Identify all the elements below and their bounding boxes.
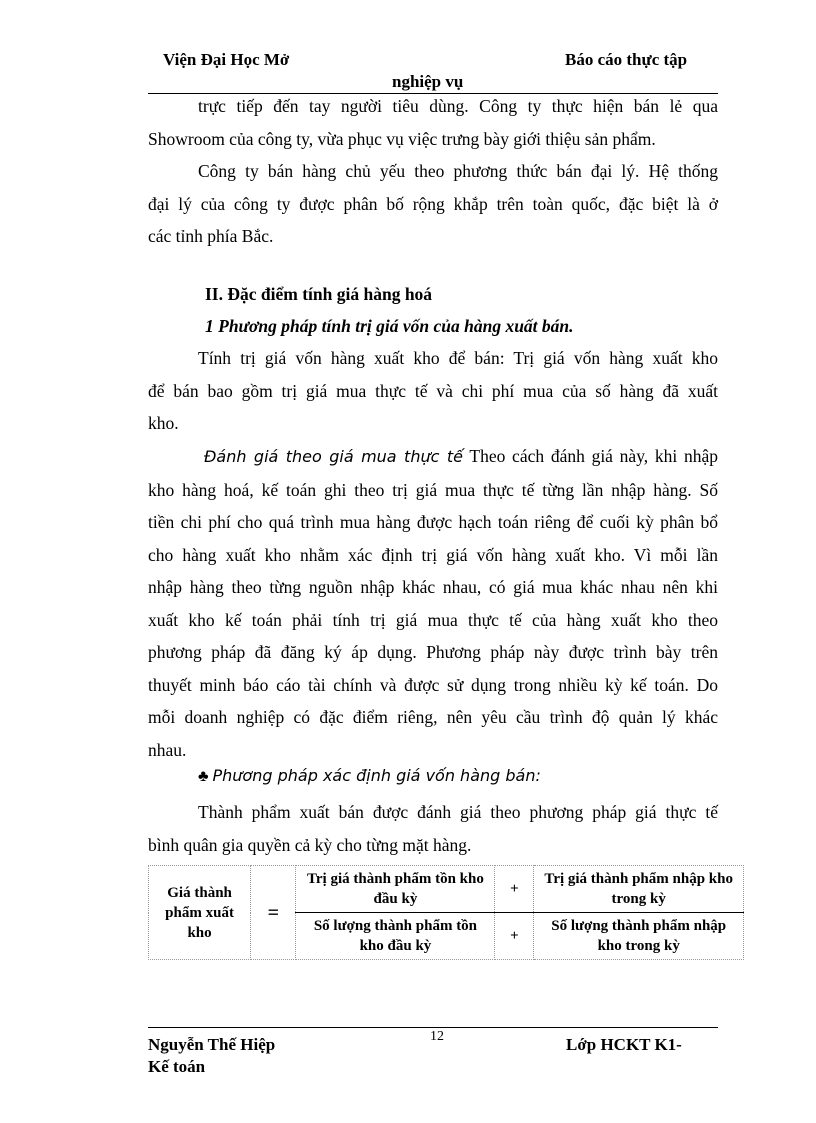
text-line: mỗi doanh nghiệp có đặc điểm riêng, nên yêu cầu trình độ quản lý khác (148, 707, 718, 727)
text-line: nhau. (148, 739, 187, 760)
footer-rule (148, 1027, 718, 1028)
text-line: Tính trị giá vốn hàng xuất kho để bán: Trị giá vốn hàng xuất kho (198, 348, 718, 368)
text-line: cho hàng xuất kho nhằm xác định trị giá vốn hàng xuất kho. Vì mỗi lần (148, 544, 718, 565)
text-line: để bán bao gồm trị giá mua thực tế và chi phí mua của số hàng đã xuất (148, 380, 718, 401)
paragraph-retail (148, 90, 718, 155)
bullet-line (198, 766, 541, 786)
footer-major: Kế toán (148, 1057, 206, 1076)
text-line: kho hàng hoá, kế toán ghi theo trị giá mua thực tế từng lần nhập hàng. Số (148, 479, 718, 500)
page-number: 12 (430, 1029, 444, 1044)
italic-term: Đánh giá theo giá mua thực tế (204, 447, 463, 466)
club-bullet-icon: ♣ (198, 768, 209, 785)
text-line: trực tiếp đến tay người tiêu dùng. Công ty thực hiện bán lẻ qua (198, 96, 718, 116)
formula-denominator-opening: Số lượng thành phẩm tồn kho đầu kỳ (296, 913, 495, 960)
text-line: Thành phẩm xuất bán được đánh giá theo phương pháp giá thực tế (198, 802, 718, 822)
text-line: tiền chi phí cho quá trình mua hàng được hạch toán riêng để cuối kỳ phân bổ (148, 512, 718, 532)
text-line: các tỉnh phía Bắc. (148, 226, 274, 246)
bullet-text: Phương pháp xác định giá vốn hàng bán: (212, 766, 541, 785)
formula-numerator-opening: Trị giá thành phẩm tồn kho đầu kỳ (296, 866, 495, 913)
header-report-subtitle: nghiệp vụ (392, 72, 464, 91)
formula-plus-top: + (495, 866, 534, 913)
formula-plus-bottom: + (495, 913, 534, 960)
text-line: nhập hàng theo từng nguồn nhập khác nhau, có giá mua khác nhau nên khi (148, 577, 718, 597)
cost-formula-table (148, 865, 744, 960)
text-line: thuyết minh báo cáo tài chính và được sử dụng trong nhiều kỳ kế toán. Do (148, 674, 718, 695)
formula-numerator-received: Trị giá thành phẩm nhập kho trong kỳ (534, 866, 744, 913)
footer-class: Lớp HCKT K1- (566, 1035, 682, 1054)
paragraph-weighted-average (148, 796, 718, 861)
formula-equals: = (251, 866, 296, 960)
text-line: kho. (148, 413, 179, 433)
text-fragment: Theo cách đánh giá này, khi nhập (469, 446, 719, 466)
text-line: đại lý của công ty được phân bố rộng khắp trên toàn quốc, đặc biệt là ở (148, 193, 718, 214)
text-line: xuất kho kế toán phải tính trị giá mua thực tế của hàng xuất kho theo (148, 609, 718, 630)
footer-author: Nguyễn Thế Hiệp (148, 1035, 276, 1054)
text-line: Showroom của công ty, vừa phục vụ việc trưng bày giới thiệu sản phẩm. (148, 128, 656, 149)
paragraph-agency (148, 155, 718, 253)
paragraph-actual-price (148, 440, 718, 766)
formula-denominator-received: Số lượng thành phẩm nhập kho trong kỳ (534, 913, 744, 960)
section-heading: II. Đặc điểm tính giá hàng hoá (205, 284, 433, 304)
text-line: Công ty bán hàng chủ yếu theo phương thức bán đại lý. Hệ thống (198, 161, 718, 181)
header-institution: Viện Đại Học Mở (163, 50, 290, 69)
text-line (148, 440, 718, 474)
subsection-heading: 1 Phương pháp tính trị giá vốn của hàng xuất bán. (205, 316, 574, 336)
text-line: bình quân gia quyền cả kỳ cho từng mặt hàng. (148, 834, 472, 855)
text-line: phương pháp đã đăng ký áp dụng. Phương pháp này được trình bày trên (148, 642, 718, 662)
header-report-title: Báo cáo thực tập (565, 50, 688, 69)
formula-lhs: Giá thành phẩm xuất kho (149, 866, 251, 960)
paragraph-cost-of-goods (148, 342, 718, 440)
